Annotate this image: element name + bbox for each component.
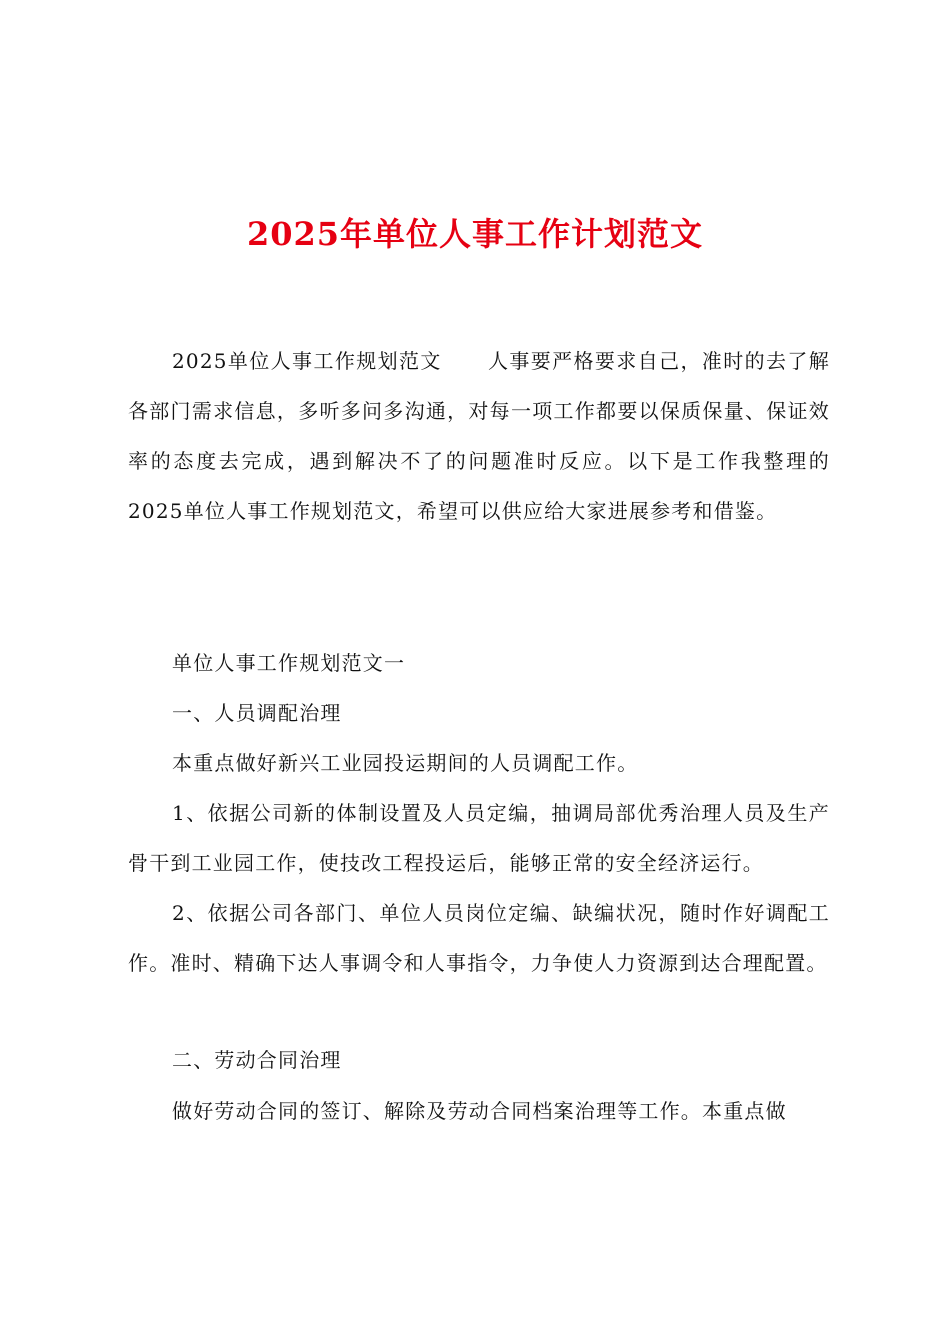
document-title: 2025年单位人事工作计划范文 [246,215,704,253]
heading-staff-allocation: 一、人员调配治理 [172,701,342,725]
intro-lead: 2025单位人事工作规划范文 [172,349,442,373]
paragraph-staff-allocation: 本重点做好新兴工业园投运期间的人员调配工作。 [172,751,639,775]
list-item-2: 2、依据公司各部门、单位人员岗位定编、缺编状况，随时作好调配工作。准时、精确下达人事调令和人事指令，力争使人力资源到达合理配置。 [128,901,830,975]
intro-text: 人事要严格要求自己，准时的去了解各部门需求信息，多听多问多沟通，对每一项工作都要以保质保量、保证效率的态度去完成，遇到解决不了的问题准时反应。以下是工作我整理的2025单位人事工作规划范文，希望可以供应给大家进展参考和借鉴。 [128,349,830,523]
intro-paragraph [128,336,830,536]
list-item-1: 1、依据公司新的体制设置及人员定编，抽调局部优秀治理人员及生产骨干到工业园工作，使技改工程投运后，能够正常的安全经济运行。 [128,801,830,875]
section-title: 单位人事工作规划范文一 [172,651,406,675]
paragraph-labor-contract: 做好劳动合同的签订、解除及劳动合同档案治理等工作。本重点做 [172,1099,787,1123]
heading-labor-contract: 二、劳动合同治理 [172,1048,342,1072]
